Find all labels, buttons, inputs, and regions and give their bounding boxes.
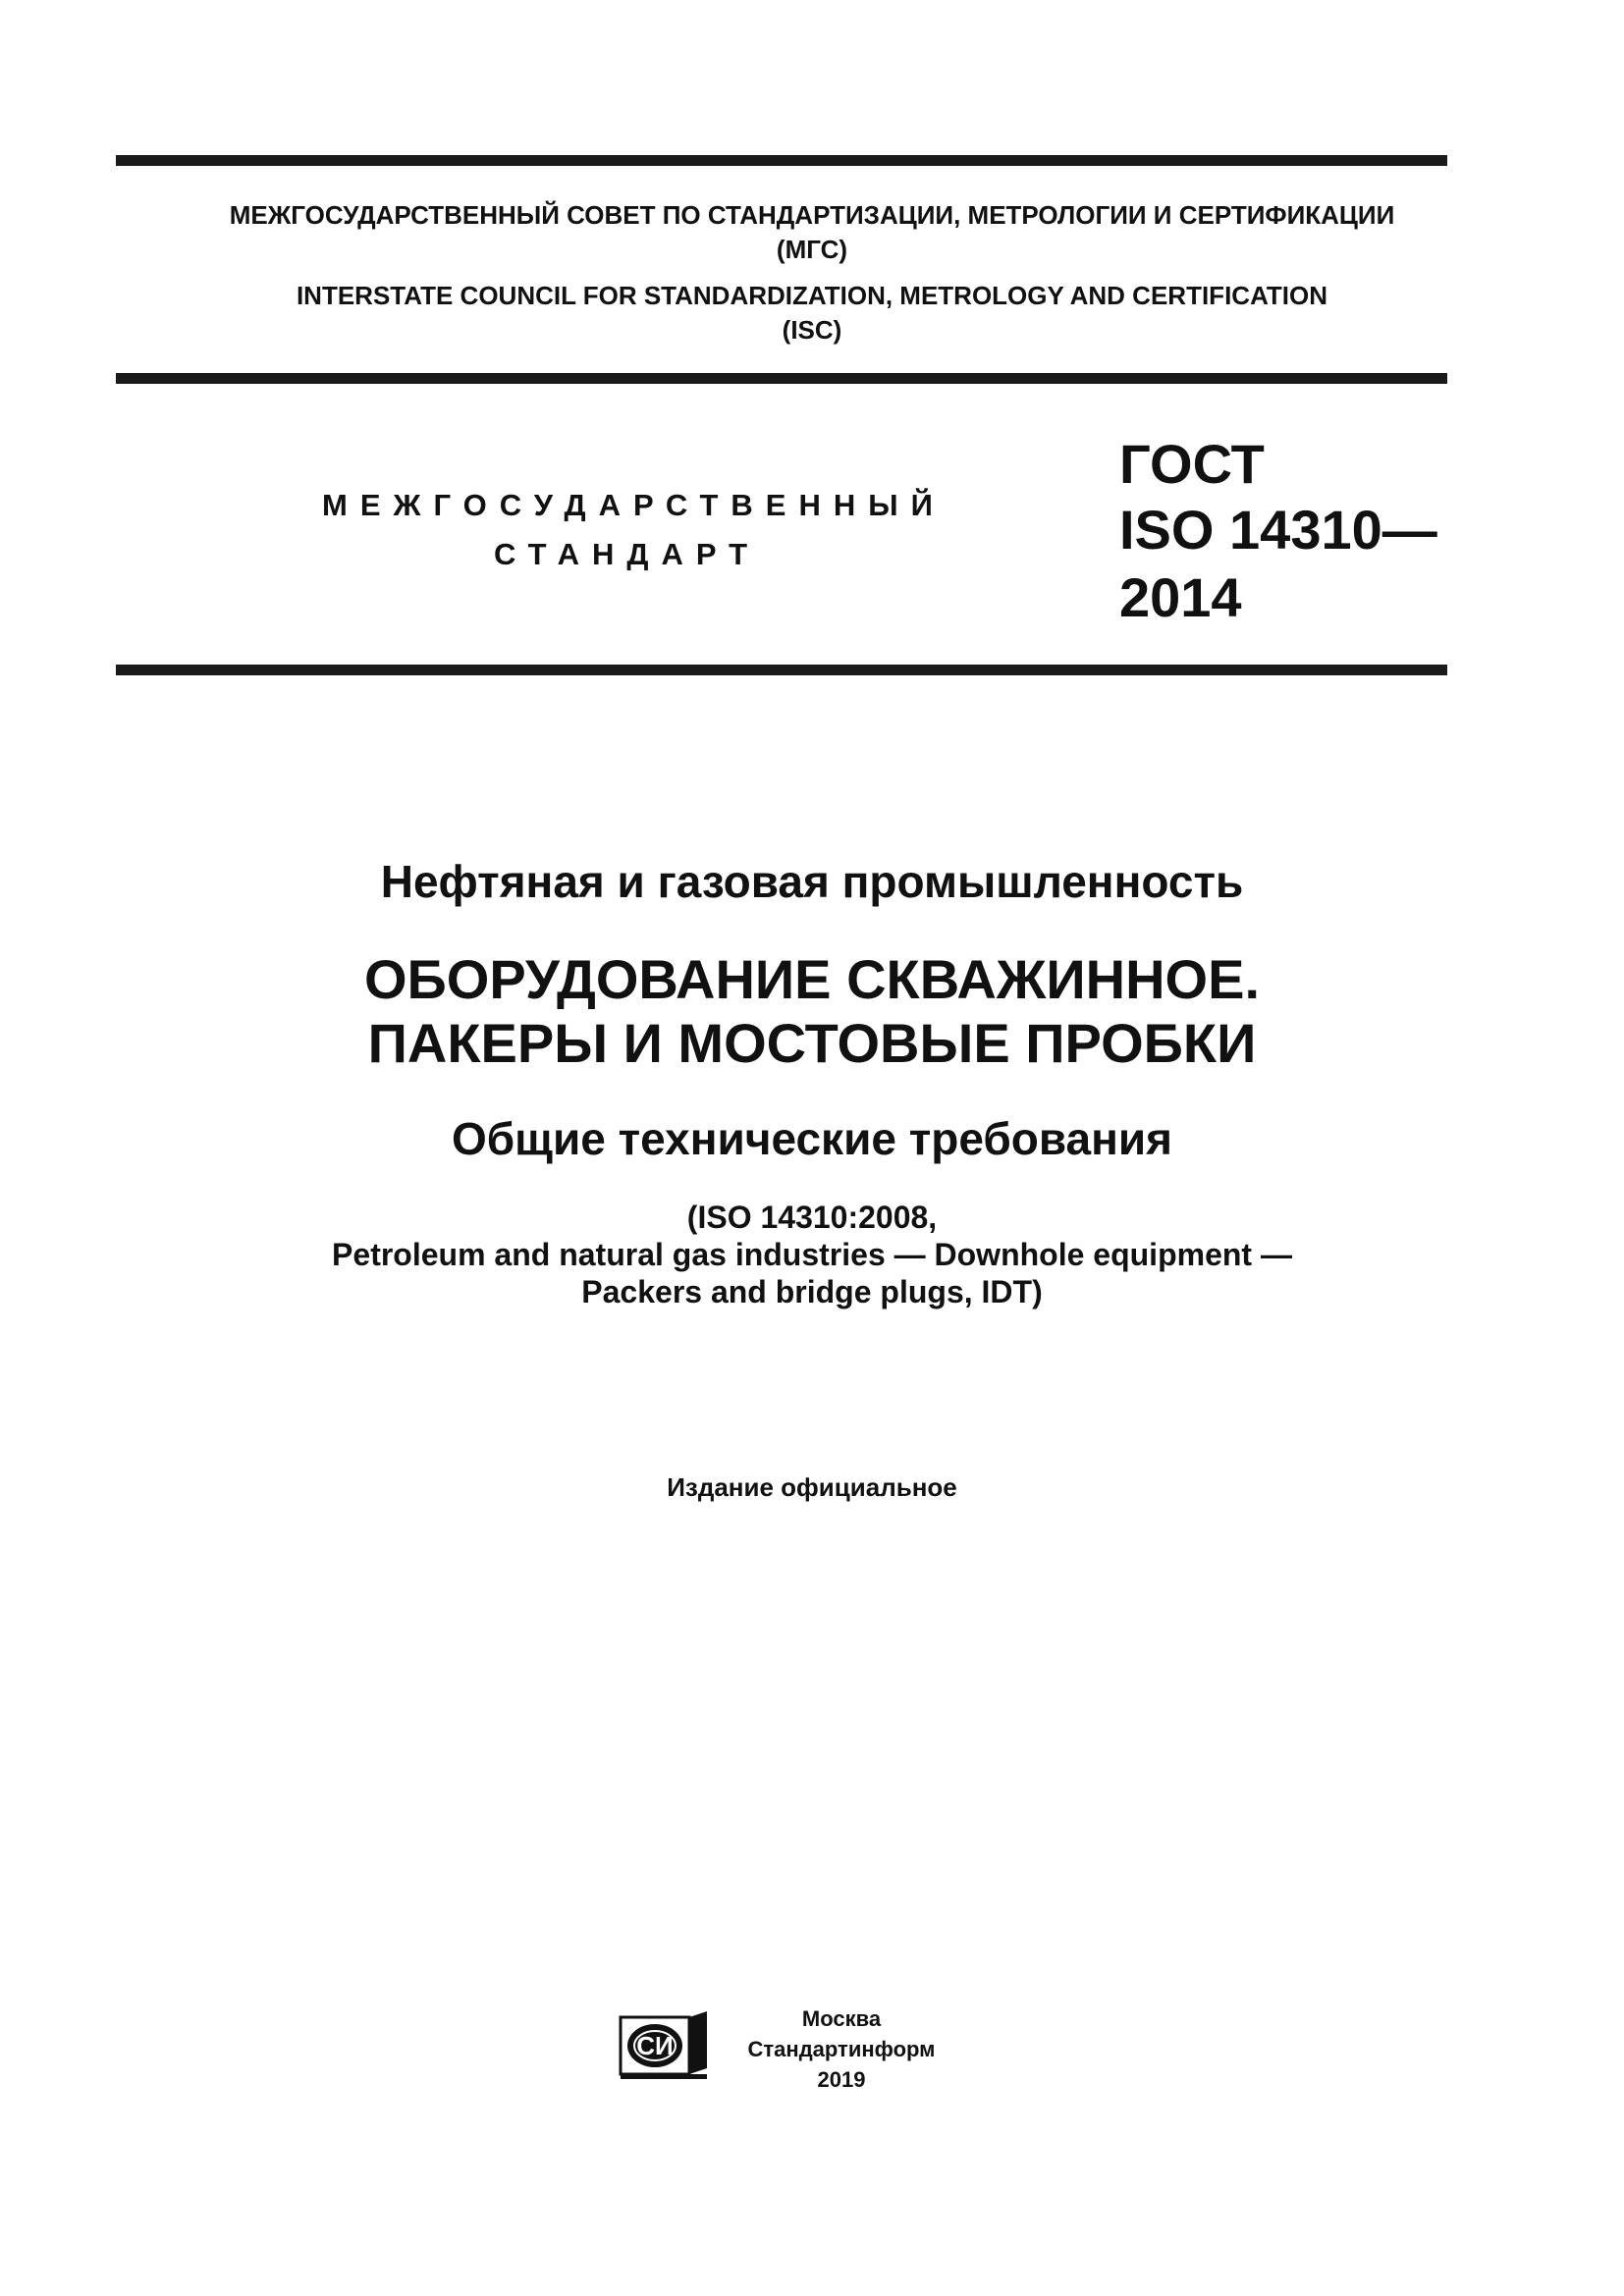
iso-reference-line1: (ISO 14310:2008, [686, 1200, 938, 1235]
publisher-city: Москва [801, 2006, 882, 2031]
publisher-logo-icon [617, 2007, 711, 2082]
edition-label: Издание официальное [667, 1472, 957, 1502]
header-bottom-rule [116, 373, 1447, 384]
gost-year: 2014 [1119, 566, 1242, 628]
main-title-line1: ОБОРУДОВАНИЕ СКВАЖИННОЕ. [363, 948, 1261, 1010]
standard-type-line2: СТАНДАРТ [494, 537, 761, 571]
council-name-en: INTERSTATE COUNCIL FOR STANDARDIZATION, METROLOGY AND CERTIFICATION [296, 281, 1328, 310]
standard-bottom-rule [116, 665, 1447, 675]
top-rule [116, 155, 1447, 166]
iso-reference-line2: Petroleum and natural gas industries — Downhole equipment — [332, 1237, 1292, 1272]
svg-text:СИ: СИ [636, 2031, 674, 2060]
iso-reference-line3: Packers and bridge plugs, IDT) [581, 1274, 1043, 1309]
council-name-ru: МЕЖГОСУДАРСТВЕННЫЙ СОВЕТ ПО СТАНДАРТИЗАЦИИ, МЕТРОЛОГИИ И СЕРТИФИКАЦИИ [229, 200, 1395, 230]
publisher-year: 2019 [817, 2067, 866, 2092]
gost-label: ГОСТ [1119, 433, 1265, 495]
publisher-logo [617, 2007, 711, 2082]
standard-type-line1: МЕЖГОСУДАРСТВЕННЫЙ [322, 488, 946, 522]
council-abbr-en: (ISC) [782, 315, 842, 345]
subtitle: Общие технические требования [451, 1113, 1172, 1164]
industry-title: Нефтяная и газовая промышленность [380, 856, 1244, 907]
publisher-name: Стандартинформ [747, 2037, 936, 2061]
council-abbr-ru: (МГС) [776, 235, 848, 264]
main-title-line2: ПАКЕРЫ И МОСТОВЫЕ ПРОБКИ [367, 1012, 1257, 1074]
gost-number: ISO 14310— [1119, 499, 1437, 561]
